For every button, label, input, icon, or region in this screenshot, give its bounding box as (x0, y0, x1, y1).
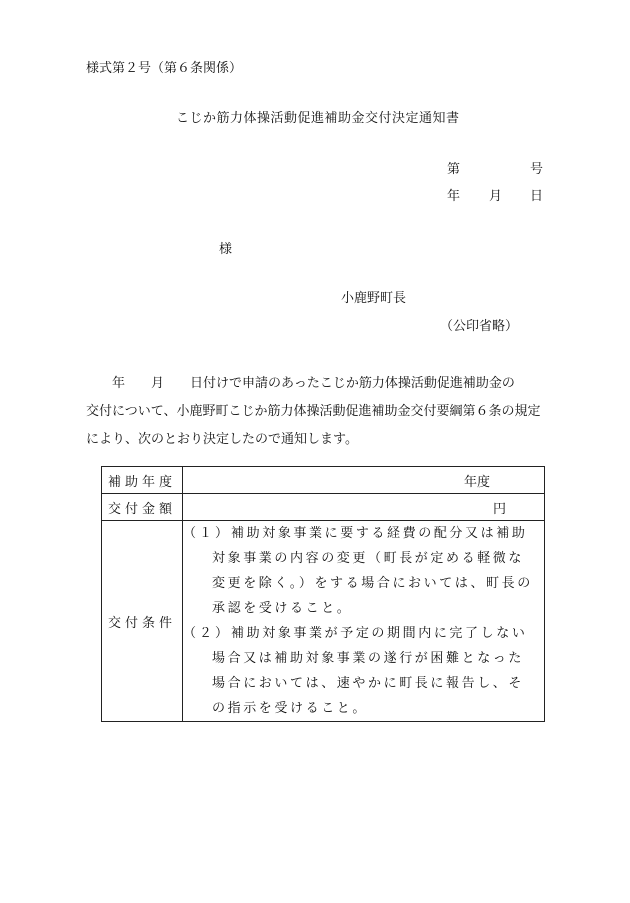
notice-body-line: 交付について、小鹿野町こじか筋力体操活動促進補助金交付要綱第６条の規定 (86, 404, 541, 419)
recipient-honorific: 様 (219, 242, 233, 257)
condition-number: （２） (183, 626, 232, 641)
condition-number: （１） (183, 526, 232, 541)
condition-line: 対象事業の内容の変更（町長が定める軽微な (212, 551, 525, 566)
grant-details-table (101, 466, 545, 722)
condition-item (183, 621, 544, 721)
table-row (102, 521, 545, 722)
condition-text: 補助対象事業に要する経費の配分又は補助 (231, 526, 528, 541)
grant-conditions (183, 521, 545, 722)
notice-body-line: により、次のとおり決定したので通知します。 (86, 432, 358, 447)
grant-conditions-label: 交付条件 (102, 521, 183, 722)
form-number: 様式第２号（第６条関係） (86, 61, 243, 76)
grant-amount-label: 交付金額 (102, 494, 183, 521)
condition-line: 変更を除く。）をする場合においては、町長の (212, 576, 533, 591)
condition-line (183, 621, 544, 646)
notice-body (86, 370, 556, 454)
condition-line: 場合においては、速やかに町長に報告し、そ (212, 676, 525, 691)
table-row (102, 467, 545, 494)
condition-line (183, 521, 544, 546)
condition-text: 補助対象事業が予定の期間内に完了しない (231, 626, 528, 641)
date-month-label: 月 (489, 189, 503, 204)
document-title: こじか筋力体操活動促進補助金交付決定通知書 (176, 111, 460, 126)
seal-omitted-note: （公印省略） (440, 319, 519, 334)
condition-line: の指示を受けること。 (212, 701, 369, 716)
condition-item (183, 521, 544, 621)
subsidy-year-label: 補助年度 (102, 467, 183, 494)
subsidy-year-value: 年度 (183, 467, 545, 494)
document-number-prefix: 第 (447, 162, 461, 177)
table-row (102, 494, 545, 521)
condition-line: 承認を受けること。 (212, 601, 353, 616)
grant-amount-value: 円 (183, 494, 545, 521)
notice-body-line: 年 月 日付けで申請のあったこじか筋力体操活動促進補助金の (86, 376, 515, 391)
sender-name: 小鹿野町長 (341, 291, 407, 306)
date-year-label: 年 (447, 189, 461, 204)
condition-line: 場合又は補助対象事業の遂行が困難となった (212, 651, 525, 666)
date-day-label: 日 (530, 189, 544, 204)
document-number-suffix: 号 (530, 162, 544, 177)
